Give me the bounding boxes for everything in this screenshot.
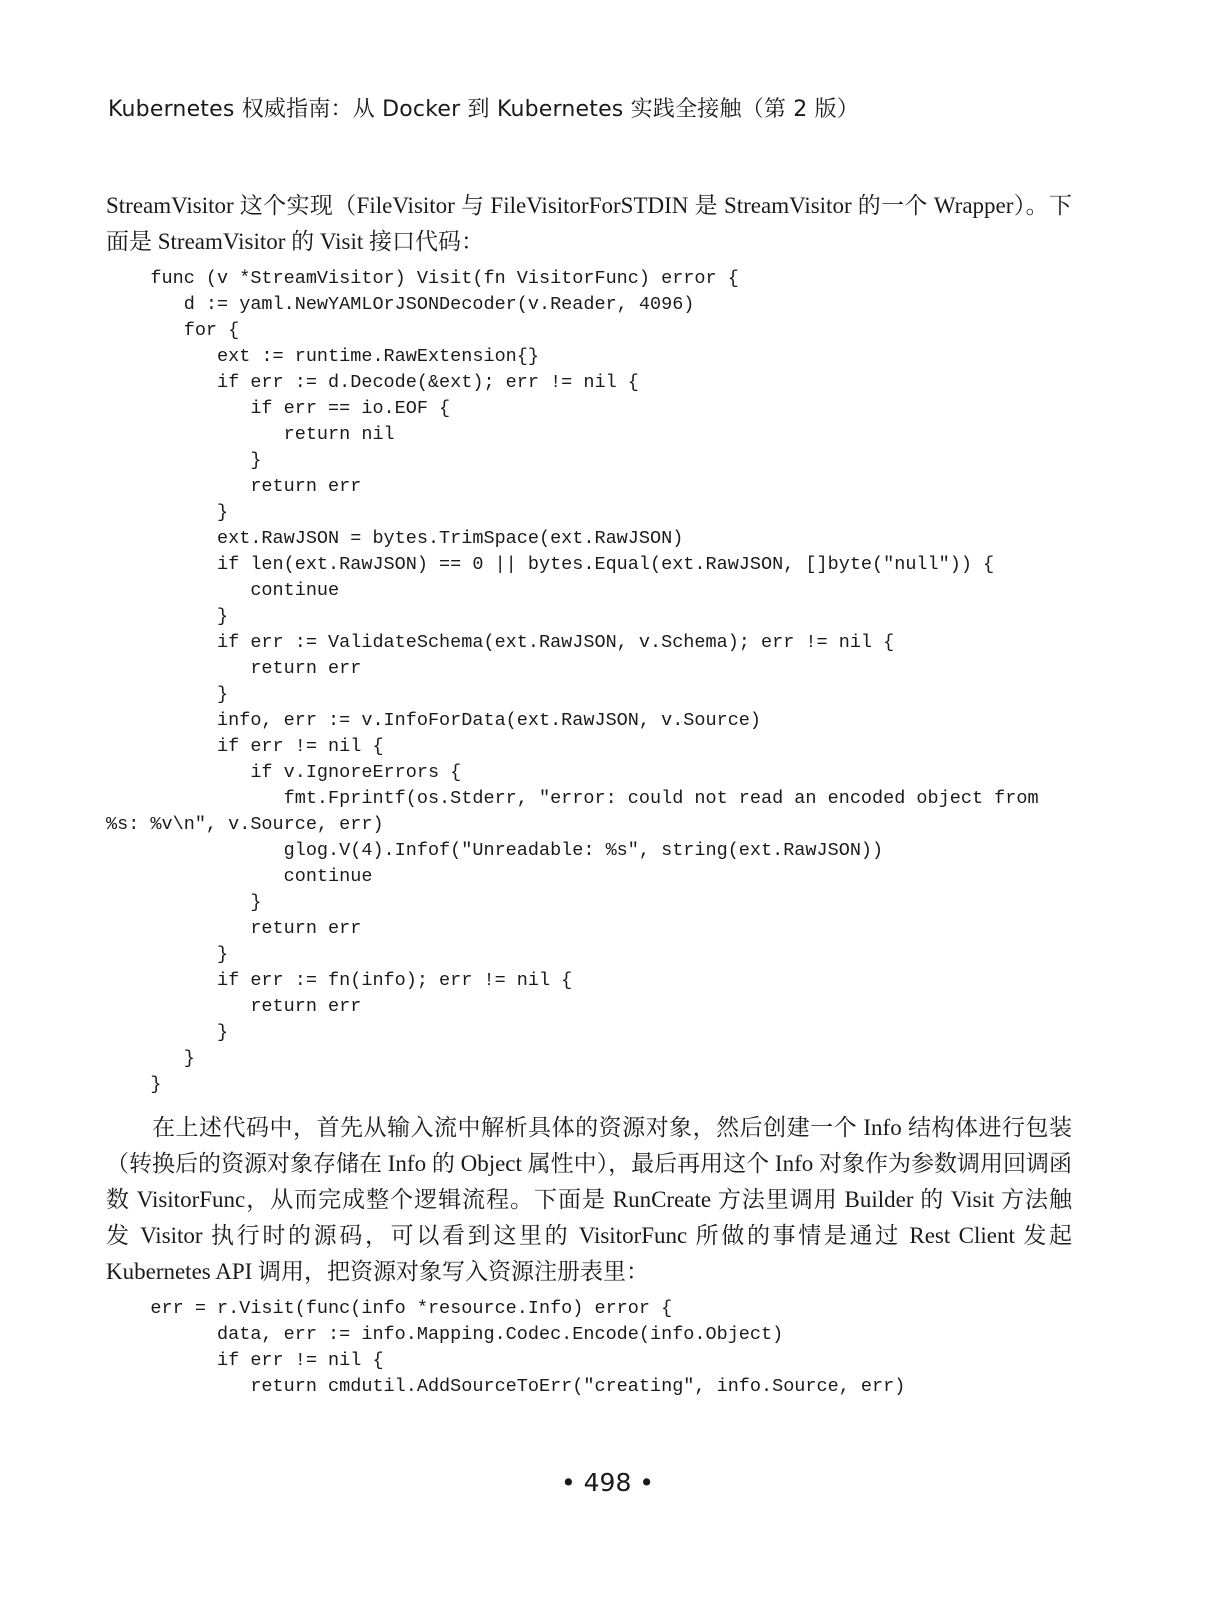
code-line: glog.V(4).Infof("Unreadable: %s", string(ext.RawJSON)): [106, 840, 884, 861]
code-line: if err := d.Decode(&ext); err != nil {: [106, 372, 639, 393]
code-line: return err: [106, 658, 362, 679]
code-line: continue: [106, 866, 373, 887]
code-line: %s: %v\n", v.Source, err): [106, 814, 384, 835]
code-line: }: [106, 944, 229, 965]
paragraph-line: 数 VisitorFunc，从而完成整个逻辑流程。下面是 RunCreate 方法里调用 Builder 的 Visit 方法触: [106, 1187, 1072, 1212]
code-line: fmt.Fprintf(os.Stderr, "error: could not read an encoded object from: [106, 788, 1039, 809]
page-number: • 498 •: [560, 1468, 655, 1497]
code-line: for {: [106, 320, 240, 341]
code-line: }: [106, 606, 229, 627]
code-block-run-create: [106, 1296, 1086, 1400]
code-line: if err != nil {: [106, 1350, 384, 1371]
explanation-paragraph: [106, 1110, 1072, 1290]
code-line: info, err := v.InfoForData(ext.RawJSON, v.Source): [106, 710, 762, 731]
intro-paragraph: [106, 188, 1072, 260]
code-line: if v.IgnoreErrors {: [106, 762, 462, 783]
code-line: return err: [106, 918, 362, 939]
code-line: if err == io.EOF {: [106, 398, 451, 419]
code-line: }: [106, 892, 262, 913]
code-line: }: [106, 450, 262, 471]
code-line: }: [106, 1022, 229, 1043]
code-line: }: [106, 684, 229, 705]
code-line: if err := fn(info); err != nil {: [106, 970, 573, 991]
code-line: err = r.Visit(func(info *resource.Info) error {: [106, 1298, 673, 1319]
code-line: if err := ValidateSchema(ext.RawJSON, v.Schema); err != nil {: [106, 632, 895, 653]
paragraph-line: Kubernetes API 调用，把资源对象写入资源注册表里：: [106, 1259, 650, 1284]
code-line: ext := runtime.RawExtension{}: [106, 346, 539, 367]
code-line: }: [106, 502, 229, 523]
code-line: return nil: [106, 424, 395, 445]
code-line: }: [106, 1074, 162, 1095]
intro-line: 面是 StreamVisitor 的 Visit 接口代码：: [106, 229, 485, 254]
code-block-stream-visitor: [106, 266, 1086, 1098]
paragraph-line: 发 Visitor 执行时的源码，可以看到这里的 VisitorFunc 所做的事情是通过 Rest Client 发起: [106, 1223, 1072, 1248]
intro-line: StreamVisitor 这个实现（FileVisitor 与 FileVisitorForSTDIN 是 StreamVisitor 的一个 Wrapper）。下: [106, 193, 1072, 218]
paragraph-line: 在上述代码中，首先从输入流中解析具体的资源对象，然后创建一个 Info 结构体进行包装: [152, 1115, 1072, 1140]
code-line: }: [106, 1048, 195, 1069]
code-line: if len(ext.RawJSON) == 0 || bytes.Equal(ext.RawJSON, []byte("null")) {: [106, 554, 995, 575]
running-header: Kubernetes 权威指南：从 Docker 到 Kubernetes 实践全接触（第 2 版）: [108, 97, 860, 122]
code-line: data, err := info.Mapping.Codec.Encode(info.Object): [106, 1324, 784, 1345]
code-line: return err: [106, 476, 362, 497]
code-line: if err != nil {: [106, 736, 384, 757]
code-line: func (v *StreamVisitor) Visit(fn VisitorFunc) error {: [106, 268, 739, 289]
code-line: ext.RawJSON = bytes.TrimSpace(ext.RawJSON): [106, 528, 684, 549]
code-line: d := yaml.NewYAMLOrJSONDecoder(v.Reader, 4096): [106, 294, 695, 315]
code-line: continue: [106, 580, 340, 601]
paragraph-line: （转换后的资源对象存储在 Info 的 Object 属性中），最后再用这个 Info 对象作为参数调用回调函: [106, 1151, 1072, 1176]
code-line: return err: [106, 996, 362, 1017]
code-line: return cmdutil.AddSourceToErr("creating", info.Source, err): [106, 1376, 906, 1397]
